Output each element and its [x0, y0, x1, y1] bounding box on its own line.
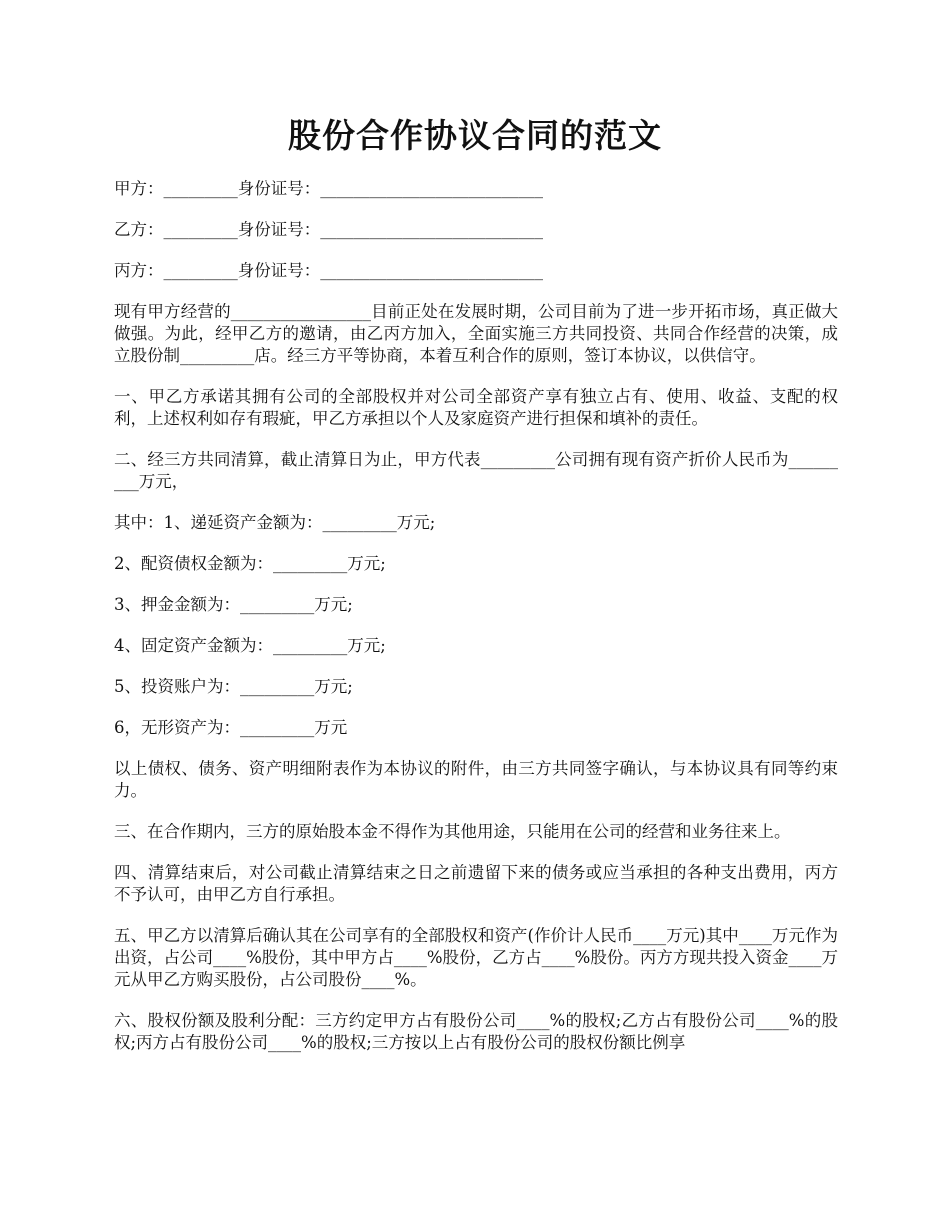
clause-6: 六、股权份额及股利分配：三方约定甲方占有股份公司____%的股权;乙方占有股份公司____%的股权;丙方占有股份公司____%的股权;三方按以上占有股份公司的股权份额比例享 [114, 1011, 838, 1052]
party-b-line: 乙方：_________身份证号：___________________________ [114, 220, 543, 239]
clause-2-item-2: 2、配资债权金额为：_________万元; [114, 554, 386, 573]
clause-3: 三、在合作期内，三方的原始股本金不得作为其他用途，只能用在公司的经营和业务往来上。 [114, 822, 791, 841]
clause-2-item-4: 4、固定资产金额为：_________万元; [114, 636, 386, 655]
party-a-line: 甲方：_________身份证号：___________________________ [114, 179, 543, 198]
document-body [114, 178, 838, 1073]
clause-2-item-1: 其中：1、递延资产金额为：_________万元; [114, 513, 436, 532]
clause-1: 一、甲乙方承诺其拥有公司的全部股权并对公司全部资产享有独立占有、使用、收益、支配的权利，上述权利如存有瑕疵，甲乙方承担以个人及家庭资产进行担保和填补的责任。 [114, 387, 838, 428]
clause-4: 四、清算结束后，对公司截止清算结束之日之前遗留下来的债务或应当承担的各种支出费用，丙方不予认可，由甲乙方自行承担。 [114, 863, 838, 904]
document-title: 股份合作协议合同的范文 [288, 116, 662, 155]
clause-2-item-3: 3、押金金额为：_________万元; [114, 595, 353, 614]
party-c-line: 丙方：_________身份证号：___________________________ [114, 261, 543, 280]
clause-2-item-6: 6，无形资产为：_________万元 [114, 718, 348, 737]
attachment-note: 以上债权、债务、资产明细附表作为本协议的附件，由三方共同签字确认，与本协议具有同等约束力。 [114, 759, 838, 800]
preamble-paragraph: 现有甲方经营的_________________目前正处在发展时期，公司目前为了进一步开拓市场，真正做大做强。为此，经甲乙方的邀请，由乙丙方加入，全面实施三方共同投资、共同合作经营的决策，成立股份制_________店。经三方平等协商，本着互利合作的原则，签订本协议，以供信守。 [114, 302, 838, 365]
clause-2-item-5: 5、投资账户为：_________万元; [114, 677, 353, 696]
clause-2: 二、经三方共同清算，截止清算日为止，甲方代表_________公司拥有现有资产折价人民币为_________万元， [114, 450, 838, 491]
clause-5: 五、甲乙方以清算后确认其在公司享有的全部股权和资产(作价计人民币____万元)其中____万元作为出资，占公司____%股份，其中甲方占____%股份，乙方占____%股份。丙方方现共投入资金____万元从甲乙方购买股份，占公司股份____%。 [114, 926, 838, 989]
